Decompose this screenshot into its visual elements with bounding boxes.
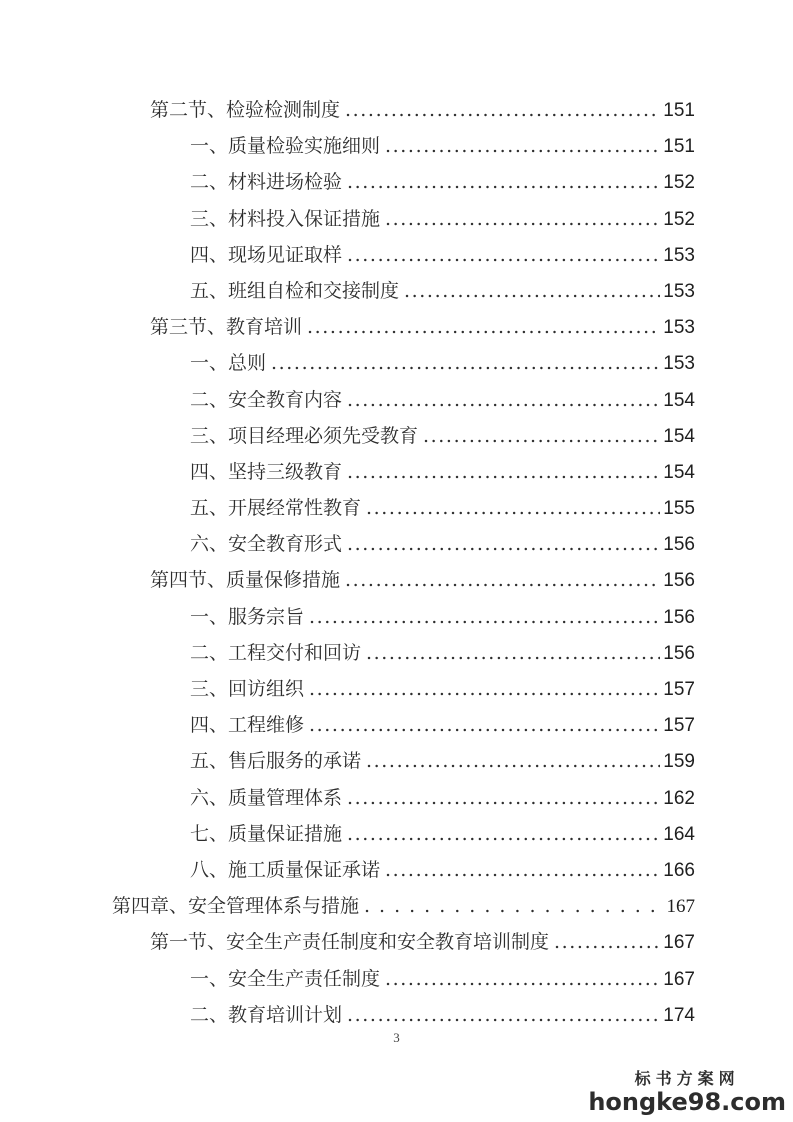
dot-leader — [271, 345, 660, 381]
dot-leader — [309, 599, 660, 635]
toc-entry-page-number: 154 — [663, 425, 695, 447]
toc-entry[interactable] — [0, 454, 793, 490]
toc-entry[interactable] — [0, 816, 793, 852]
toc-entry[interactable] — [0, 997, 793, 1033]
toc-entry-label: 三、项目经理必须先受教育 — [190, 424, 419, 447]
toc-entry-label: 七、质量保证措施 — [190, 822, 343, 845]
dot-leader — [347, 382, 660, 418]
toc-entry-label: 一、总则 — [190, 352, 267, 375]
dot-leader — [345, 562, 660, 598]
toc-entry-label: 三、材料投入保证措施 — [190, 207, 381, 230]
toc-entry-label: 六、质量管理体系 — [190, 786, 343, 809]
toc-entry-page-number: 156 — [663, 606, 695, 628]
dot-leader — [307, 309, 660, 345]
toc-entry-page-number: 154 — [663, 389, 695, 411]
toc-entry[interactable] — [0, 852, 793, 888]
toc-entry-label: 二、安全教育内容 — [190, 388, 343, 411]
table-of-contents — [0, 92, 793, 1033]
toc-entry-label: 一、质量检验实施细则 — [190, 135, 381, 158]
dot-leader — [385, 852, 660, 888]
page-number-footer: 3 — [393, 1030, 400, 1045]
toc-entry[interactable] — [0, 924, 793, 960]
toc-entry-page-number: 174 — [663, 1004, 695, 1026]
toc-entry-label: 四、工程维修 — [190, 714, 305, 737]
dot-leader — [345, 92, 660, 128]
toc-entry-page-number: 166 — [663, 859, 695, 881]
toc-entry-label: 第一节、安全生产责任制度和安全教育培训制度 — [150, 931, 550, 954]
toc-entry[interactable] — [0, 599, 793, 635]
dot-leader — [347, 454, 660, 490]
dot-leader — [554, 924, 660, 960]
toc-entry-page-number: 162 — [663, 787, 695, 809]
dot-leader — [366, 635, 660, 671]
dot-leader — [364, 888, 663, 924]
watermark-site-name: 标书方案网 — [634, 1069, 740, 1088]
toc-entry-page-number: 156 — [663, 534, 695, 556]
toc-entry[interactable] — [0, 273, 793, 309]
toc-entry-page-number: 167 — [663, 932, 695, 954]
dot-leader — [309, 671, 660, 707]
toc-entry-page-number: 156 — [663, 642, 695, 664]
toc-entry-label: 第二节、检验检测制度 — [150, 99, 341, 121]
toc-entry-page-number: 154 — [663, 461, 695, 483]
toc-entry-label: 三、回访组织 — [190, 678, 305, 700]
toc-entry-page-number: 157 — [663, 715, 695, 737]
toc-entry-label: 八、施工质量保证承诺 — [190, 858, 381, 881]
toc-entry[interactable] — [0, 780, 793, 816]
dot-leader — [385, 128, 660, 164]
toc-entry-label: 第三节、教育培训 — [150, 316, 303, 339]
toc-entry-label: 第四章、安全管理体系与措施 — [112, 895, 360, 918]
toc-entry[interactable] — [0, 201, 793, 237]
toc-entry-label: 一、服务宗旨 — [190, 605, 305, 628]
toc-entry-label: 二、教育培训计划 — [190, 1003, 343, 1026]
toc-entry[interactable] — [0, 961, 793, 997]
toc-entry-label: 一、安全生产责任制度 — [190, 967, 381, 990]
toc-entry-label: 二、工程交付和回访 — [190, 641, 362, 664]
toc-entry-page-number: 151 — [663, 136, 695, 158]
dot-leader — [309, 707, 660, 743]
toc-entry-page-number: 152 — [663, 208, 695, 230]
watermark-site-url: hongke98.com — [588, 1088, 786, 1116]
dot-leader — [347, 997, 660, 1033]
toc-entry[interactable] — [0, 309, 793, 345]
toc-entry[interactable] — [0, 382, 793, 418]
toc-entry[interactable] — [0, 526, 793, 562]
toc-entry-page-number: 151 — [663, 100, 695, 121]
toc-entry-page-number: 156 — [663, 570, 695, 592]
toc-entry[interactable] — [0, 128, 793, 164]
toc-entry-page-number: 159 — [663, 751, 695, 773]
toc-entry[interactable] — [0, 635, 793, 671]
toc-entry[interactable] — [0, 345, 793, 381]
dot-leader — [347, 237, 660, 273]
toc-entry-page-number: 167 — [666, 896, 695, 918]
toc-entry-page-number: 167 — [663, 968, 695, 990]
toc-entry-page-number: 153 — [663, 353, 695, 375]
toc-entry-label: 五、班组自检和交接制度 — [190, 279, 400, 302]
toc-entry[interactable] — [0, 92, 793, 128]
toc-entry-label: 二、材料进场检验 — [190, 171, 343, 194]
toc-entry-page-number: 155 — [663, 498, 695, 520]
dot-leader — [347, 164, 660, 200]
toc-entry-page-number: 157 — [663, 679, 695, 700]
dot-leader — [385, 201, 660, 237]
toc-entry-label: 六、安全教育形式 — [190, 533, 343, 556]
toc-entry[interactable] — [0, 671, 793, 707]
dot-leader — [366, 743, 660, 779]
dot-leader — [347, 780, 660, 816]
toc-entry[interactable] — [0, 888, 793, 924]
dot-leader — [366, 490, 660, 526]
toc-entry[interactable] — [0, 418, 793, 454]
toc-entry[interactable] — [0, 237, 793, 273]
watermark — [588, 1071, 786, 1114]
toc-entry-page-number: 164 — [663, 823, 695, 845]
toc-entry-label: 第四节、质量保修措施 — [150, 569, 341, 592]
toc-entry[interactable] — [0, 743, 793, 779]
dot-leader — [347, 816, 660, 852]
toc-entry[interactable] — [0, 562, 793, 598]
toc-entry[interactable] — [0, 490, 793, 526]
toc-entry[interactable] — [0, 707, 793, 743]
toc-entry-label: 四、现场见证取样 — [190, 243, 343, 266]
toc-entry-page-number: 153 — [663, 317, 695, 339]
dot-leader — [404, 273, 660, 309]
toc-entry-page-number: 152 — [663, 172, 695, 194]
toc-entry-page-number: 153 — [663, 244, 695, 266]
dot-leader — [347, 526, 660, 562]
toc-entry-page-number: 153 — [663, 280, 695, 302]
dot-leader — [423, 418, 660, 454]
toc-entry-label: 四、坚持三级教育 — [190, 460, 343, 483]
toc-entry-label: 五、售后服务的承诺 — [190, 750, 362, 773]
toc-entry[interactable] — [0, 164, 793, 200]
toc-entry-label: 五、开展经常性教育 — [190, 497, 362, 520]
dot-leader — [385, 961, 660, 997]
